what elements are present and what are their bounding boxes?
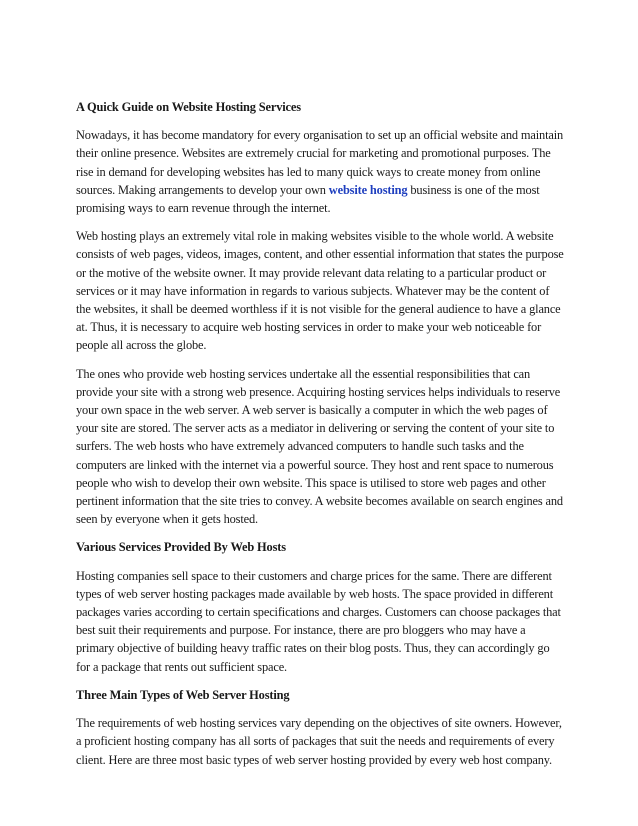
document-page	[76, 98, 566, 779]
section-body-services: Hosting companies sell space to their customers and charge prices for the same. There are different types of web server hosting packages made available by web hosts. The space provided in different packages varies according to certain specifications and charges. Customers can choose packages that best suit their requirements and purpose. For instance, there are pro bloggers who may have a primary objective of building heavy traffic rates on their blog posts. Thus, they can accordingly go for a package that rents out sufficient space.	[76, 568, 561, 674]
intro-paragraph	[76, 126, 566, 217]
paragraph-hosting-providers: The ones who provide web hosting services undertake all the essential responsibilities that can provide your site with a strong web presence. Acquiring hosting services helps individuals to reserve your own space in the web server. A web server is basically a computer in which the web pages of your site are stored. The server acts as a mediator in delivering or serving the content of your site to surfers. The web hosts who have extremely advanced computers to handle such tasks and the computers are linked with the internet via a powerful source. They host and rent space to numerous people who wish to develop their own website. This space is utilised to store web pages and other pertinent information that the site tries to convey. A website becomes available on search engines and seen by everyone when it gets hosted.	[76, 366, 563, 527]
document-title: A Quick Guide on Website Hosting Services	[76, 100, 301, 114]
paragraph-web-hosting-role: Web hosting plays an extremely vital role in making websites visible to the whole world. A website consists of web pages, videos, images, content, and other essential information that states the purpose or the motive of the website owner. It may provide relevant data relating to a particular product or services or it may have information in regards to various subjects. Whatever may be the content of the websites, it shall be deemed worthless if it is not visible for the general audience to have a glance at. Thus, it is necessary to acquire web hosting services in order to make your web noticeable for people all across the globe.	[76, 229, 564, 353]
intro-text-after-link: business is one of the most promising ways to earn revenue through the internet.	[76, 182, 540, 216]
website-hosting-link[interactable]: website hosting	[328, 182, 408, 197]
section-body-hosting-types: The requirements of web hosting services vary depending on the objectives of site owners. However, a proficient hosting company has all sorts of packages that suit the needs and requirements of every client. Here are three most basic types of web server hosting provided by every web host company.	[76, 716, 562, 767]
section-heading-hosting-types: Three Main Types of Web Server Hosting	[76, 687, 290, 702]
section-heading-services: Various Services Provided By Web Hosts	[76, 540, 286, 555]
intro-text-before-link: Nowadays, it has become mandatory for every organisation to set up an official website and maintain their online presence. Websites are extremely crucial for marketing and promotional purposes. The rise in demand for developing websites has led to many quick ways to create money from online sources. Making arrangements to develop your own	[76, 128, 564, 197]
